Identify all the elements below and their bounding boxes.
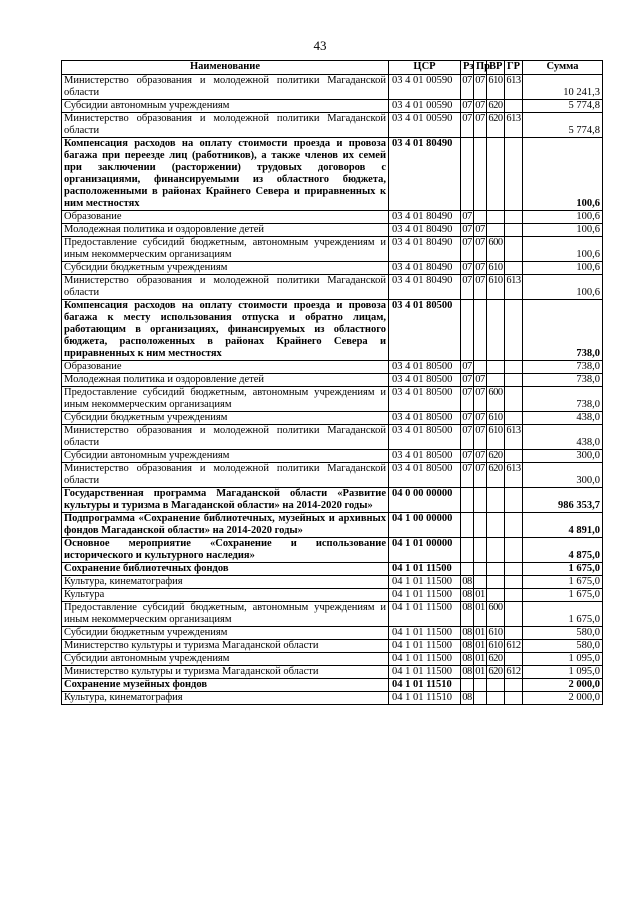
row-name: Субсидии бюджетным учреждениям [62,412,389,425]
row-gr [505,627,523,640]
row-vr: 600 [487,387,505,412]
row-sum: 438,0 [523,412,603,425]
row-sum: 438,0 [523,425,603,450]
row-gr [505,679,523,692]
row-name: Культура [62,589,389,602]
row-gr [505,602,523,627]
table-row [62,538,603,563]
row-csr: 04 1 01 11500 [389,576,461,589]
row-pr: 07 [475,224,485,235]
row-vr: 610 [488,627,503,638]
row-vr: 610 [487,75,505,100]
row-rz: 07 [461,113,474,138]
table-row [62,463,603,488]
row-pr: 01 [475,627,485,638]
header-sum: Сумма [523,61,603,75]
row-sum: 986 353,7 [523,488,603,513]
row-sum: 10 241,3 [523,75,603,100]
row-gr [505,563,523,576]
row-rz: 08 [461,602,474,627]
row-rz: 08 [462,666,472,677]
table-row [62,563,603,576]
row-csr: 04 1 01 11510 [389,692,461,705]
row-sum: 1 675,0 [523,563,603,576]
row-rz: 07 [462,361,472,372]
row-gr [505,488,523,513]
row-sum: 100,6 [523,262,603,275]
row-csr: 04 1 01 11500 [389,640,461,653]
row-vr: 620 [488,666,503,677]
row-csr: 04 1 01 11500 [389,653,461,666]
row-name: Основное мероприятие «Сохранение и использование исторического и культурного наследия» [62,538,389,563]
row-gr [505,224,523,237]
table-row [62,602,603,627]
row-rz [461,679,474,692]
row-name: Министерство образования и молодежной политики Магаданской области [62,463,389,488]
row-csr: 03 4 01 80500 [389,300,461,361]
row-gr: 612 [506,640,521,651]
row-rz: 07 [461,425,474,450]
row-rz: 08 [462,692,472,703]
row-vr [487,138,505,211]
row-rz: 08 [462,627,472,638]
table-row [62,589,603,602]
row-sum: 2 000,0 [523,679,603,692]
row-csr: 03 4 01 00590 [389,100,461,113]
row-pr [474,138,487,211]
table-row [62,75,603,100]
row-pr: 07 [474,387,487,412]
row-name: Министерство образования и молодежной политики Магаданской области [62,275,389,300]
row-pr: 07 [474,425,487,450]
row-vr: 610 [488,640,503,651]
row-name: Министерство образования и молодежной политики Магаданской области [62,113,389,138]
row-sum: 100,6 [523,275,603,300]
row-name: Предоставление субсидий бюджетным, автономным учреждениям и иным некоммерческим организациям [62,602,389,627]
table-row [62,275,603,300]
row-sum: 580,0 [523,640,603,653]
budget-table [61,60,603,705]
row-vr [487,692,505,705]
row-name: Сохранение музейных фондов [62,679,389,692]
row-vr [487,513,505,538]
table-row [62,224,603,237]
row-sum: 100,6 [523,237,603,262]
table-row [62,387,603,412]
row-rz: 08 [462,589,472,600]
row-name: Компенсация расходов на оплату стоимости проезда и провоза багажа при переезде лиц (работников), а также членов их семей при заключении (расторжении) трудовых договоров с организациями, финансируемыми из областного бюджета, расположенными в районах Крайнего Севера и приравненных к ним местностях [62,138,389,211]
row-csr: 03 4 01 00590 [389,75,461,100]
table-row [62,666,603,679]
table-row [62,653,603,666]
row-vr [487,563,505,576]
row-gr [505,387,523,412]
row-sum: 300,0 [523,450,603,463]
row-csr: 04 1 00 00000 [389,513,461,538]
table-row [62,640,603,653]
row-name: Субсидии автономным учреждениям [62,100,389,113]
row-csr: 03 4 01 80500 [389,425,461,450]
row-pr: 01 [475,589,485,600]
row-csr: 04 1 01 00000 [389,538,461,563]
row-rz: 07 [462,211,472,222]
row-name: Субсидии бюджетным учреждениям [62,627,389,640]
row-pr: 07 [475,412,485,423]
row-vr: 620 [488,450,503,461]
row-vr: 600 [487,602,505,627]
row-rz [461,488,474,513]
row-vr [487,589,505,602]
row-pr [474,563,487,576]
row-name: Культура, кинематография [62,576,389,589]
row-vr [487,374,505,387]
row-gr [505,513,523,538]
row-name: Молодежная политика и оздоровление детей [62,224,389,237]
row-sum: 100,6 [523,224,603,237]
table-row [62,374,603,387]
row-sum: 2 000,0 [523,692,603,705]
table-row [62,425,603,450]
row-gr [505,211,523,224]
row-name: Подпрограмма «Сохранение библиотечных, музейных и архивных фондов Магаданской области» на 2014-2020 годы» [62,513,389,538]
row-pr [474,488,487,513]
row-sum: 100,6 [523,138,603,211]
row-gr: 613 [505,75,523,100]
row-csr: 03 4 01 80500 [389,412,461,425]
row-name: Субсидии бюджетным учреждениям [62,262,389,275]
row-csr: 04 1 01 11500 [389,602,461,627]
row-name: Министерство культуры и туризма Магаданской области [62,640,389,653]
row-gr [505,237,523,262]
row-gr: 613 [505,425,523,450]
row-vr [487,576,505,589]
row-pr: 01 [475,640,485,651]
page-number: 43 [313,38,327,53]
row-sum: 300,0 [523,463,603,488]
row-name: Предоставление субсидий бюджетным, автономным учреждениям и иным некоммерческим организациям [62,237,389,262]
row-rz: 07 [461,275,474,300]
row-rz: 07 [462,100,472,111]
row-pr: 07 [474,113,487,138]
row-name: Субсидии автономным учреждениям [62,653,389,666]
header-pr: Пр [474,61,487,75]
row-sum: 4 891,0 [523,513,603,538]
row-vr: 610 [488,262,503,273]
row-name: Министерство культуры и туризма Магаданской области [62,666,389,679]
row-rz: 08 [462,576,472,587]
row-gr: 613 [505,463,523,488]
row-csr: 04 1 01 11500 [389,563,461,576]
row-vr [487,211,505,224]
row-rz: 08 [462,640,472,651]
row-rz: 08 [462,653,472,664]
header-csr: ЦСР [389,61,461,75]
row-csr: 03 4 01 80500 [389,361,461,374]
row-csr: 03 4 01 80490 [389,275,461,300]
row-csr: 04 1 01 11500 [389,666,461,679]
row-sum: 100,6 [523,211,603,224]
row-rz: 07 [462,374,472,385]
row-pr: 07 [474,275,487,300]
row-sum: 1 095,0 [523,666,603,679]
row-pr [474,679,487,692]
row-name: Образование [62,361,389,374]
header-name: Наименование [62,61,389,75]
table-row [62,679,603,692]
row-sum: 738,0 [523,300,603,361]
row-sum: 580,0 [523,627,603,640]
row-csr: 04 1 01 11510 [389,679,461,692]
row-name: Образование [62,211,389,224]
row-csr: 04 1 01 11500 [389,589,461,602]
row-gr [505,692,523,705]
row-sum: 738,0 [523,374,603,387]
row-gr [505,262,523,275]
row-sum: 1 095,0 [523,653,603,666]
row-pr: 07 [475,374,485,385]
row-vr: 610 [488,412,503,423]
row-csr: 03 4 01 80490 [389,211,461,224]
row-gr [505,138,523,211]
row-pr: 07 [474,463,487,488]
row-sum: 4 875,0 [523,538,603,563]
row-csr: 03 4 01 80500 [389,374,461,387]
row-rz: 07 [461,387,474,412]
row-name: Молодежная политика и оздоровление детей [62,374,389,387]
row-rz [461,513,474,538]
row-gr [505,589,523,602]
row-vr: 620 [488,100,503,111]
row-gr: 613 [505,275,523,300]
row-gr: 612 [506,666,521,677]
header-rz: Рз [461,61,474,75]
row-csr: 03 4 01 00590 [389,113,461,138]
row-pr [474,576,487,589]
row-gr [505,300,523,361]
table-row [62,138,603,211]
row-sum: 5 774,8 [523,113,603,138]
table-row [62,361,603,374]
row-csr: 04 1 01 11500 [389,627,461,640]
row-sum: 5 774,8 [523,100,603,113]
row-rz [461,138,474,211]
row-gr: 613 [505,113,523,138]
table-row [62,513,603,538]
row-vr: 620 [488,653,503,664]
row-name: Предоставление субсидий бюджетным, автономным учреждениям и иным некоммерческим организациям [62,387,389,412]
row-vr: 610 [487,425,505,450]
table-row [62,576,603,589]
row-pr [474,300,487,361]
row-vr [487,361,505,374]
row-csr: 03 4 01 80490 [389,138,461,211]
row-rz [461,563,474,576]
row-sum: 1 675,0 [523,589,603,602]
row-rz: 07 [462,412,472,423]
header-gr: ГР [505,61,523,75]
row-sum: 1 675,0 [523,602,603,627]
row-name: Министерство образования и молодежной политики Магаданской области [62,425,389,450]
row-gr [505,653,523,666]
row-vr [487,538,505,563]
table-row [62,100,603,113]
row-vr [487,488,505,513]
row-pr: 07 [475,450,485,461]
table-row [62,627,603,640]
table-row [62,412,603,425]
row-pr: 07 [474,237,487,262]
table-row [62,211,603,224]
table-row [62,237,603,262]
row-name: Министерство образования и молодежной политики Магаданской области [62,75,389,100]
row-gr [505,361,523,374]
row-csr: 03 4 01 80500 [389,387,461,412]
row-gr [505,538,523,563]
table-row [62,450,603,463]
row-csr: 03 4 01 80490 [389,262,461,275]
row-gr [505,100,523,113]
row-pr: 07 [475,100,485,111]
header-vr: ВР [487,61,505,75]
row-csr: 04 0 00 00000 [389,488,461,513]
row-name: Сохранение библиотечных фондов [62,563,389,576]
row-gr [505,576,523,589]
row-pr: 01 [474,602,487,627]
table-row [62,692,603,705]
row-name: Государственная программа Магаданской области «Развитие культуры и туризма в Магаданской области» на 2014-2020 годы» [62,488,389,513]
row-rz: 07 [462,224,472,235]
table-row [62,300,603,361]
row-sum: 738,0 [523,361,603,374]
row-csr: 03 4 01 80500 [389,463,461,488]
row-rz: 07 [462,262,472,273]
row-vr [487,224,505,237]
row-rz [461,300,474,361]
row-vr [487,679,505,692]
row-pr [474,361,487,374]
row-pr [474,538,487,563]
row-pr: 01 [475,666,485,677]
row-pr [474,513,487,538]
row-csr: 03 4 01 80490 [389,224,461,237]
row-rz [461,538,474,563]
row-gr [505,374,523,387]
table-row [62,113,603,138]
row-rz: 07 [461,463,474,488]
row-pr: 07 [475,262,485,273]
row-name: Культура, кинематография [62,692,389,705]
row-rz: 07 [462,450,472,461]
row-pr: 01 [475,653,485,664]
row-name: Компенсация расходов на оплату стоимости проезда и провоза багажа к месту использования отпуска и обратно лицам, работающим в организациях, финансируемых из областного бюджета, расположенных в районах Крайнего Севера и приравненных к ним местностях [62,300,389,361]
row-pr [474,211,487,224]
row-sum: 1 675,0 [523,576,603,589]
row-vr [487,300,505,361]
row-gr [505,412,523,425]
table-row [62,488,603,513]
row-pr: 07 [474,75,487,100]
row-csr: 03 4 01 80500 [389,450,461,463]
row-name: Субсидии автономным учреждениям [62,450,389,463]
row-rz: 07 [461,237,474,262]
row-csr: 03 4 01 80490 [389,237,461,262]
row-vr: 600 [487,237,505,262]
row-sum: 738,0 [523,387,603,412]
table-row [62,262,603,275]
row-vr: 620 [487,113,505,138]
row-vr: 620 [487,463,505,488]
table-header-row [62,61,603,75]
row-rz: 07 [461,75,474,100]
row-pr [474,692,487,705]
row-gr [505,450,523,463]
row-vr: 610 [487,275,505,300]
